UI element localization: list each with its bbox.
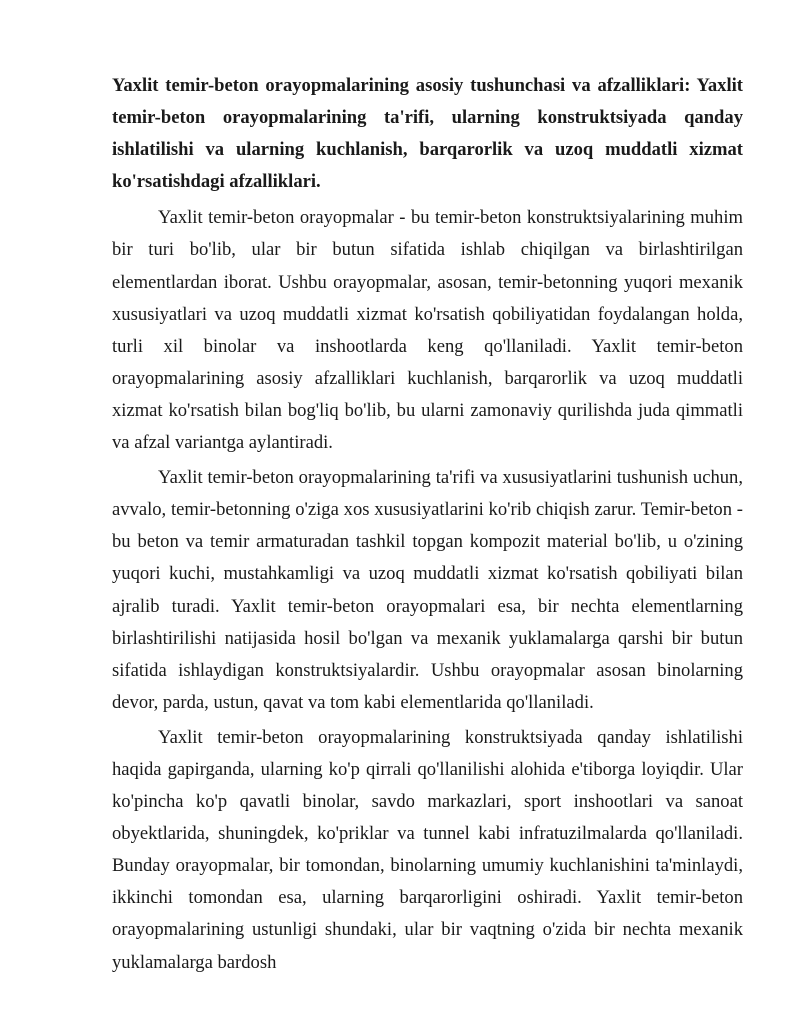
paragraph-3: Yaxlit temir-beton orayopmalarining konstruktsiyada qanday ishlatilishi haqida gapirganda, ularning ko'p qirrali qo'llanilishi alohida e'tiborga loyiqdir. Ular ko'pincha ko'p qavatli binolar, savdo markazlari, sport inshootlari va sanoat obyektlarida, shuningdek, ko'priklar va tunnel kabi infratuzilmalarda qo'llaniladi. Bunday orayopmalar, bir tomondan, binolarning umumiy kuchlanishini ta'minlaydi, ikkinchi tomondan esa, ularning barqarorligini oshiradi. Yaxlit temir-beton orayopmalarining ustunligi shundaki, ular bir vaqtning o'zida bir nechta mexanik yuklamalarga bardosh xyxy=(112,726,743,973)
document-page xyxy=(112,70,743,982)
paragraph-1: Yaxlit temir-beton orayopmalar - bu temir-beton konstruktsiyalarining muhim bir turi bo'lib, ular bir butun sifatida ishlab chiqilgan va birlashtirilgan elementlardan iborat. Ushbu orayopmalar, asosan, temir-betonning yuqori mexanik xususiyatlari va uzoq muddatli xizmat ko'rsatish qobiliyatidan foydalangan holda, turli xil binolar va inshootlarda keng qo'llaniladi. Yaxlit temir-beton orayopmalarining asosiy afzalliklari kuchlanish, barqarorlik va uzoq muddatli xizmat ko'rsatish bilan bog'liq bo'lib, bu ularni zamonaviy qurilishda juda qimmatli va afzal variantga aylantiradi. xyxy=(112,207,743,454)
section-heading: Yaxlit temir-beton orayopmalarining asosiy tushunchasi va afzalliklari: Yaxlit temir-beton orayopmalarining ta'rifi, ularning konstruktsiyada qanday ishlatilishi va ularning kuchlanish, barqarorlik va uzoq muddatli xizmat ko'rsatishdagi afzalliklari. xyxy=(112,75,743,193)
paragraph-2: Yaxlit temir-beton orayopmalarining ta'rifi va xususiyatlarini tushunish uchun, avvalo, temir-betonning o'ziga xos xususiyatlarini ko'rib chiqish zarur. Temir-beton - bu beton va temir armaturadan tashkil topgan kompozit material bo'lib, u o'zining yuqori kuchi, mustahkamligi va uzoq muddatli xizmat ko'rsatish qobiliyati bilan ajralib turadi. Yaxlit temir-beton orayopmalari esa, bir nechta elementlarning birlashtirilishi natijasida hosil bo'lgan va mexanik yuklamalarga qarshi bir butun sifatida ishlaydigan konstruktsiyalardir. Ushbu orayopmalar asosan binolarning devor, parda, ustun, qavat va tom kabi elementlarida qo'llaniladi. xyxy=(112,467,743,713)
